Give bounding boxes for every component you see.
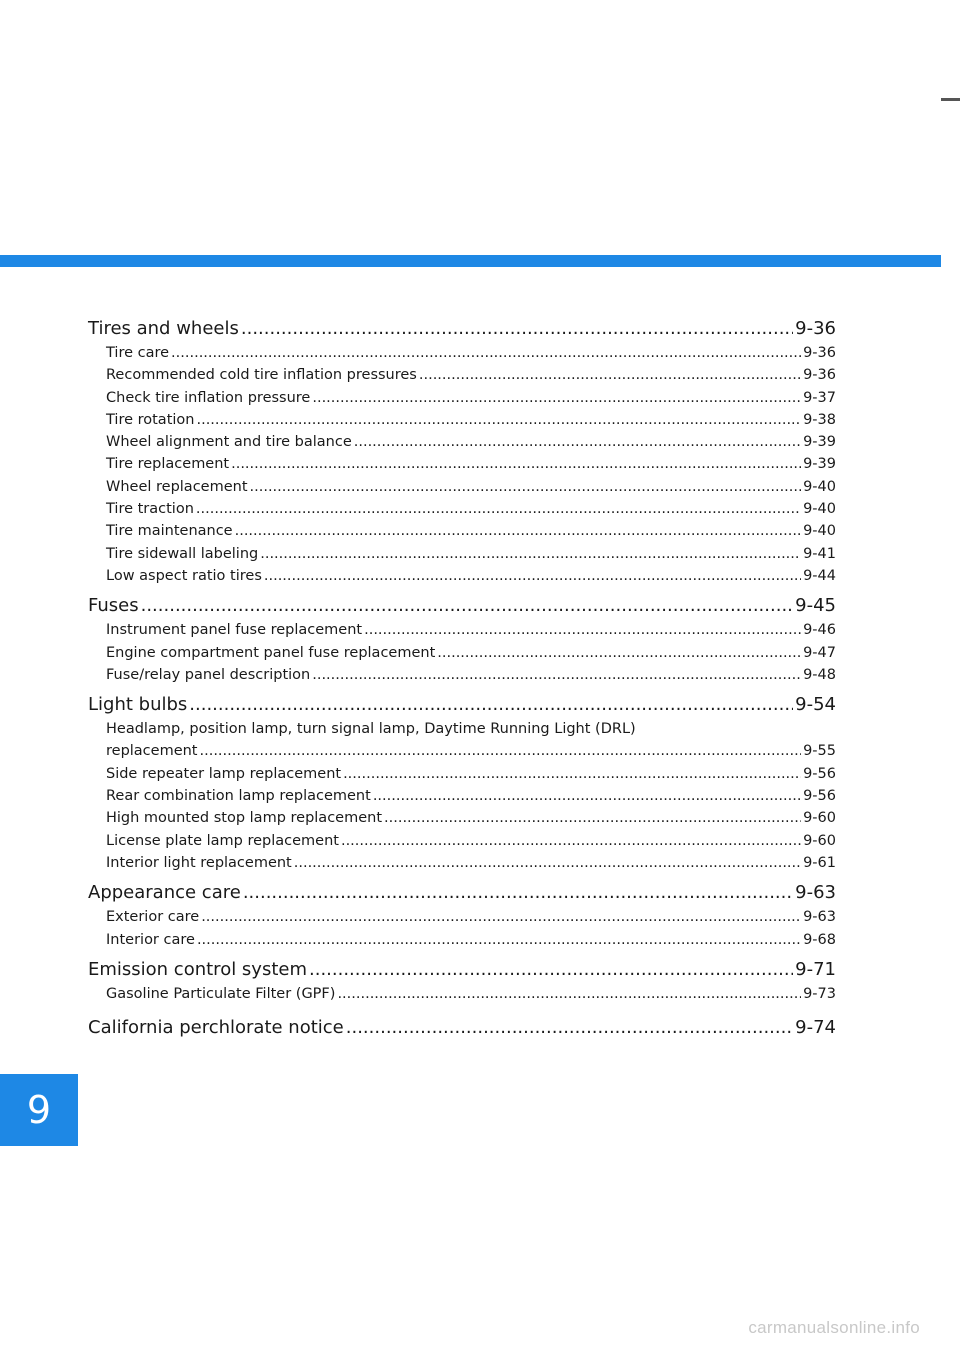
toc-item-title: Low aspect ratio tires (106, 567, 262, 584)
toc-item[interactable] (88, 565, 836, 587)
toc-page-number: 9-56 (803, 788, 836, 805)
leader-dots (264, 565, 801, 587)
leader-dots (201, 906, 801, 928)
toc-item[interactable] (88, 664, 836, 686)
toc-item-title: Gasoline Particulate Filter (GPF) (106, 985, 336, 1002)
toc-page-number: 9-47 (803, 644, 836, 661)
leader-dots (312, 664, 801, 686)
toc-section-title: California perchlorate notice (88, 1017, 344, 1039)
toc-item[interactable] (88, 763, 836, 785)
leader-dots (189, 692, 793, 718)
toc-item[interactable] (88, 852, 836, 874)
toc-item-title: Tire sidewall labeling (106, 545, 259, 562)
toc-item[interactable] (88, 642, 836, 664)
toc-page-number: 9-73 (803, 985, 836, 1002)
toc-item-title: Wheel replacement (106, 478, 248, 495)
leader-dots (354, 431, 801, 453)
leader-dots (343, 763, 801, 785)
toc-item[interactable] (88, 929, 836, 951)
leader-dots (294, 852, 801, 874)
leader-dots (235, 520, 801, 542)
toc-item-title: Exterior care (106, 909, 200, 926)
leader-dots (241, 316, 793, 342)
toc-item-title: Tire replacement (106, 456, 230, 473)
toc-page-number: 9-56 (803, 765, 836, 782)
toc-section-tires-and-wheels[interactable] (88, 316, 836, 342)
leader-dots (309, 957, 793, 983)
toc-section-title: Tires and wheels (88, 318, 239, 339)
toc-item[interactable] (88, 387, 836, 409)
toc-section-title: Light bulbs (88, 694, 188, 716)
leader-dots (337, 983, 801, 1005)
toc-item[interactable] (88, 830, 836, 852)
toc-page-number: 9-39 (803, 456, 836, 473)
toc-item[interactable] (88, 431, 836, 453)
toc-page-number: 9-74 (795, 1017, 836, 1039)
toc-item-title: Wheel alignment and tire balance (106, 434, 352, 451)
toc-item[interactable] (88, 619, 836, 641)
toc-item-title: Tire care (106, 345, 170, 361)
leader-dots (419, 364, 801, 386)
toc-page-number: 9-71 (795, 958, 836, 980)
toc-item-title: Side repeater lamp replacement (106, 765, 342, 782)
toc-item[interactable] (88, 498, 836, 520)
toc-page-number: 9-63 (795, 882, 836, 904)
leader-dots (373, 785, 801, 807)
toc-item[interactable] (88, 807, 836, 829)
leader-dots (197, 929, 801, 951)
leader-dots (346, 1015, 793, 1041)
toc-section-appearance-care[interactable] (88, 880, 836, 906)
watermark: carmanualsonline.info (748, 1318, 920, 1337)
leader-dots (437, 642, 801, 664)
toc-page-number: 9-63 (803, 909, 836, 926)
toc-section-title: Emission control system (88, 958, 307, 980)
leader-dots (364, 619, 801, 641)
toc-page-number: 9-36 (803, 345, 836, 361)
toc-page-number: 9-46 (803, 622, 836, 639)
leader-dots (196, 409, 801, 431)
toc-item-title: Fuse/relay panel description (106, 666, 311, 683)
toc-page-number: 9-60 (803, 810, 836, 827)
toc-item-title: Tire maintenance (106, 523, 233, 540)
leader-dots (312, 387, 801, 409)
toc-item[interactable] (88, 453, 836, 475)
header-color-bar (0, 255, 941, 267)
toc-item[interactable] (88, 740, 836, 762)
leader-dots (231, 453, 801, 475)
toc-page-number: 9-61 (803, 854, 836, 871)
leader-dots (250, 476, 802, 498)
toc-item[interactable] (88, 906, 836, 928)
toc-item-title: Tire rotation (106, 411, 195, 428)
toc-page-number: 9-40 (803, 478, 836, 495)
toc-item[interactable] (88, 342, 836, 364)
toc-section-light-bulbs[interactable] (88, 692, 836, 718)
toc-page-number: 9-37 (803, 389, 836, 406)
toc-item-title: Recommended cold tire inflation pressures (106, 367, 417, 384)
chapter-tab: 9 (0, 1074, 78, 1146)
toc-item-title: Check tire inflation pressure (106, 389, 311, 406)
toc-item-title: Engine compartment panel fuse replacement (106, 644, 436, 661)
toc-page-number: 9-39 (803, 434, 836, 451)
leader-dots (196, 498, 801, 520)
toc-item[interactable] (88, 983, 836, 1005)
top-edge-marker (941, 98, 960, 101)
toc-page-number: 9-60 (803, 832, 836, 849)
toc-item-title: High mounted stop lamp replacement (106, 810, 383, 827)
leader-dots (243, 880, 793, 906)
toc-section-fuses[interactable] (88, 593, 836, 619)
toc-item-title: Rear combination lamp replacement (106, 788, 371, 805)
toc-page-number: 9-38 (803, 411, 836, 428)
toc-item-title: Instrument panel fuse replacement (106, 622, 363, 639)
leader-dots (200, 740, 802, 762)
leader-dots (341, 830, 801, 852)
toc-section-title: Fuses (88, 595, 139, 617)
leader-dots (171, 342, 801, 364)
toc-page-number: 9-40 (803, 501, 836, 518)
toc-page-number: 9-41 (803, 545, 836, 562)
leader-dots (384, 807, 801, 829)
toc-page-number: 9-40 (803, 523, 836, 540)
toc-item[interactable] (88, 543, 836, 565)
toc-page-number: 9-68 (803, 931, 836, 948)
toc-item-title: Tire traction (106, 501, 194, 518)
toc-page-number: 9-36 (795, 318, 836, 339)
toc-page-number: 9-55 (803, 743, 836, 760)
toc-item[interactable] (88, 364, 836, 386)
leader-dots (260, 543, 801, 565)
toc-item-title: License plate lamp replacement (106, 832, 339, 849)
toc-page-number: 9-44 (803, 567, 836, 584)
toc-section-emission-control[interactable] (88, 957, 836, 983)
toc-item[interactable] (88, 785, 836, 807)
toc-item-title: replacement (106, 743, 198, 760)
toc-section-california-perchlorate[interactable] (88, 1015, 836, 1041)
leader-dots (141, 593, 794, 619)
toc-item-title: Interior care (106, 931, 195, 948)
toc-item-first-line: Headlamp, position lamp, turn signal lamp, Daytime Running Light (DRL) (106, 721, 636, 738)
toc-item[interactable] (88, 476, 836, 498)
table-of-contents (88, 316, 836, 1041)
toc-item[interactable] (88, 520, 836, 542)
toc-page-number: 9-54 (795, 694, 836, 716)
toc-item-title: Interior light replacement (106, 854, 292, 871)
toc-page-number: 9-48 (803, 666, 836, 683)
toc-section-title: Appearance care (88, 882, 241, 904)
toc-item[interactable] (88, 409, 836, 431)
toc-page-number: 9-45 (795, 595, 836, 617)
toc-page-number: 9-36 (803, 367, 836, 384)
